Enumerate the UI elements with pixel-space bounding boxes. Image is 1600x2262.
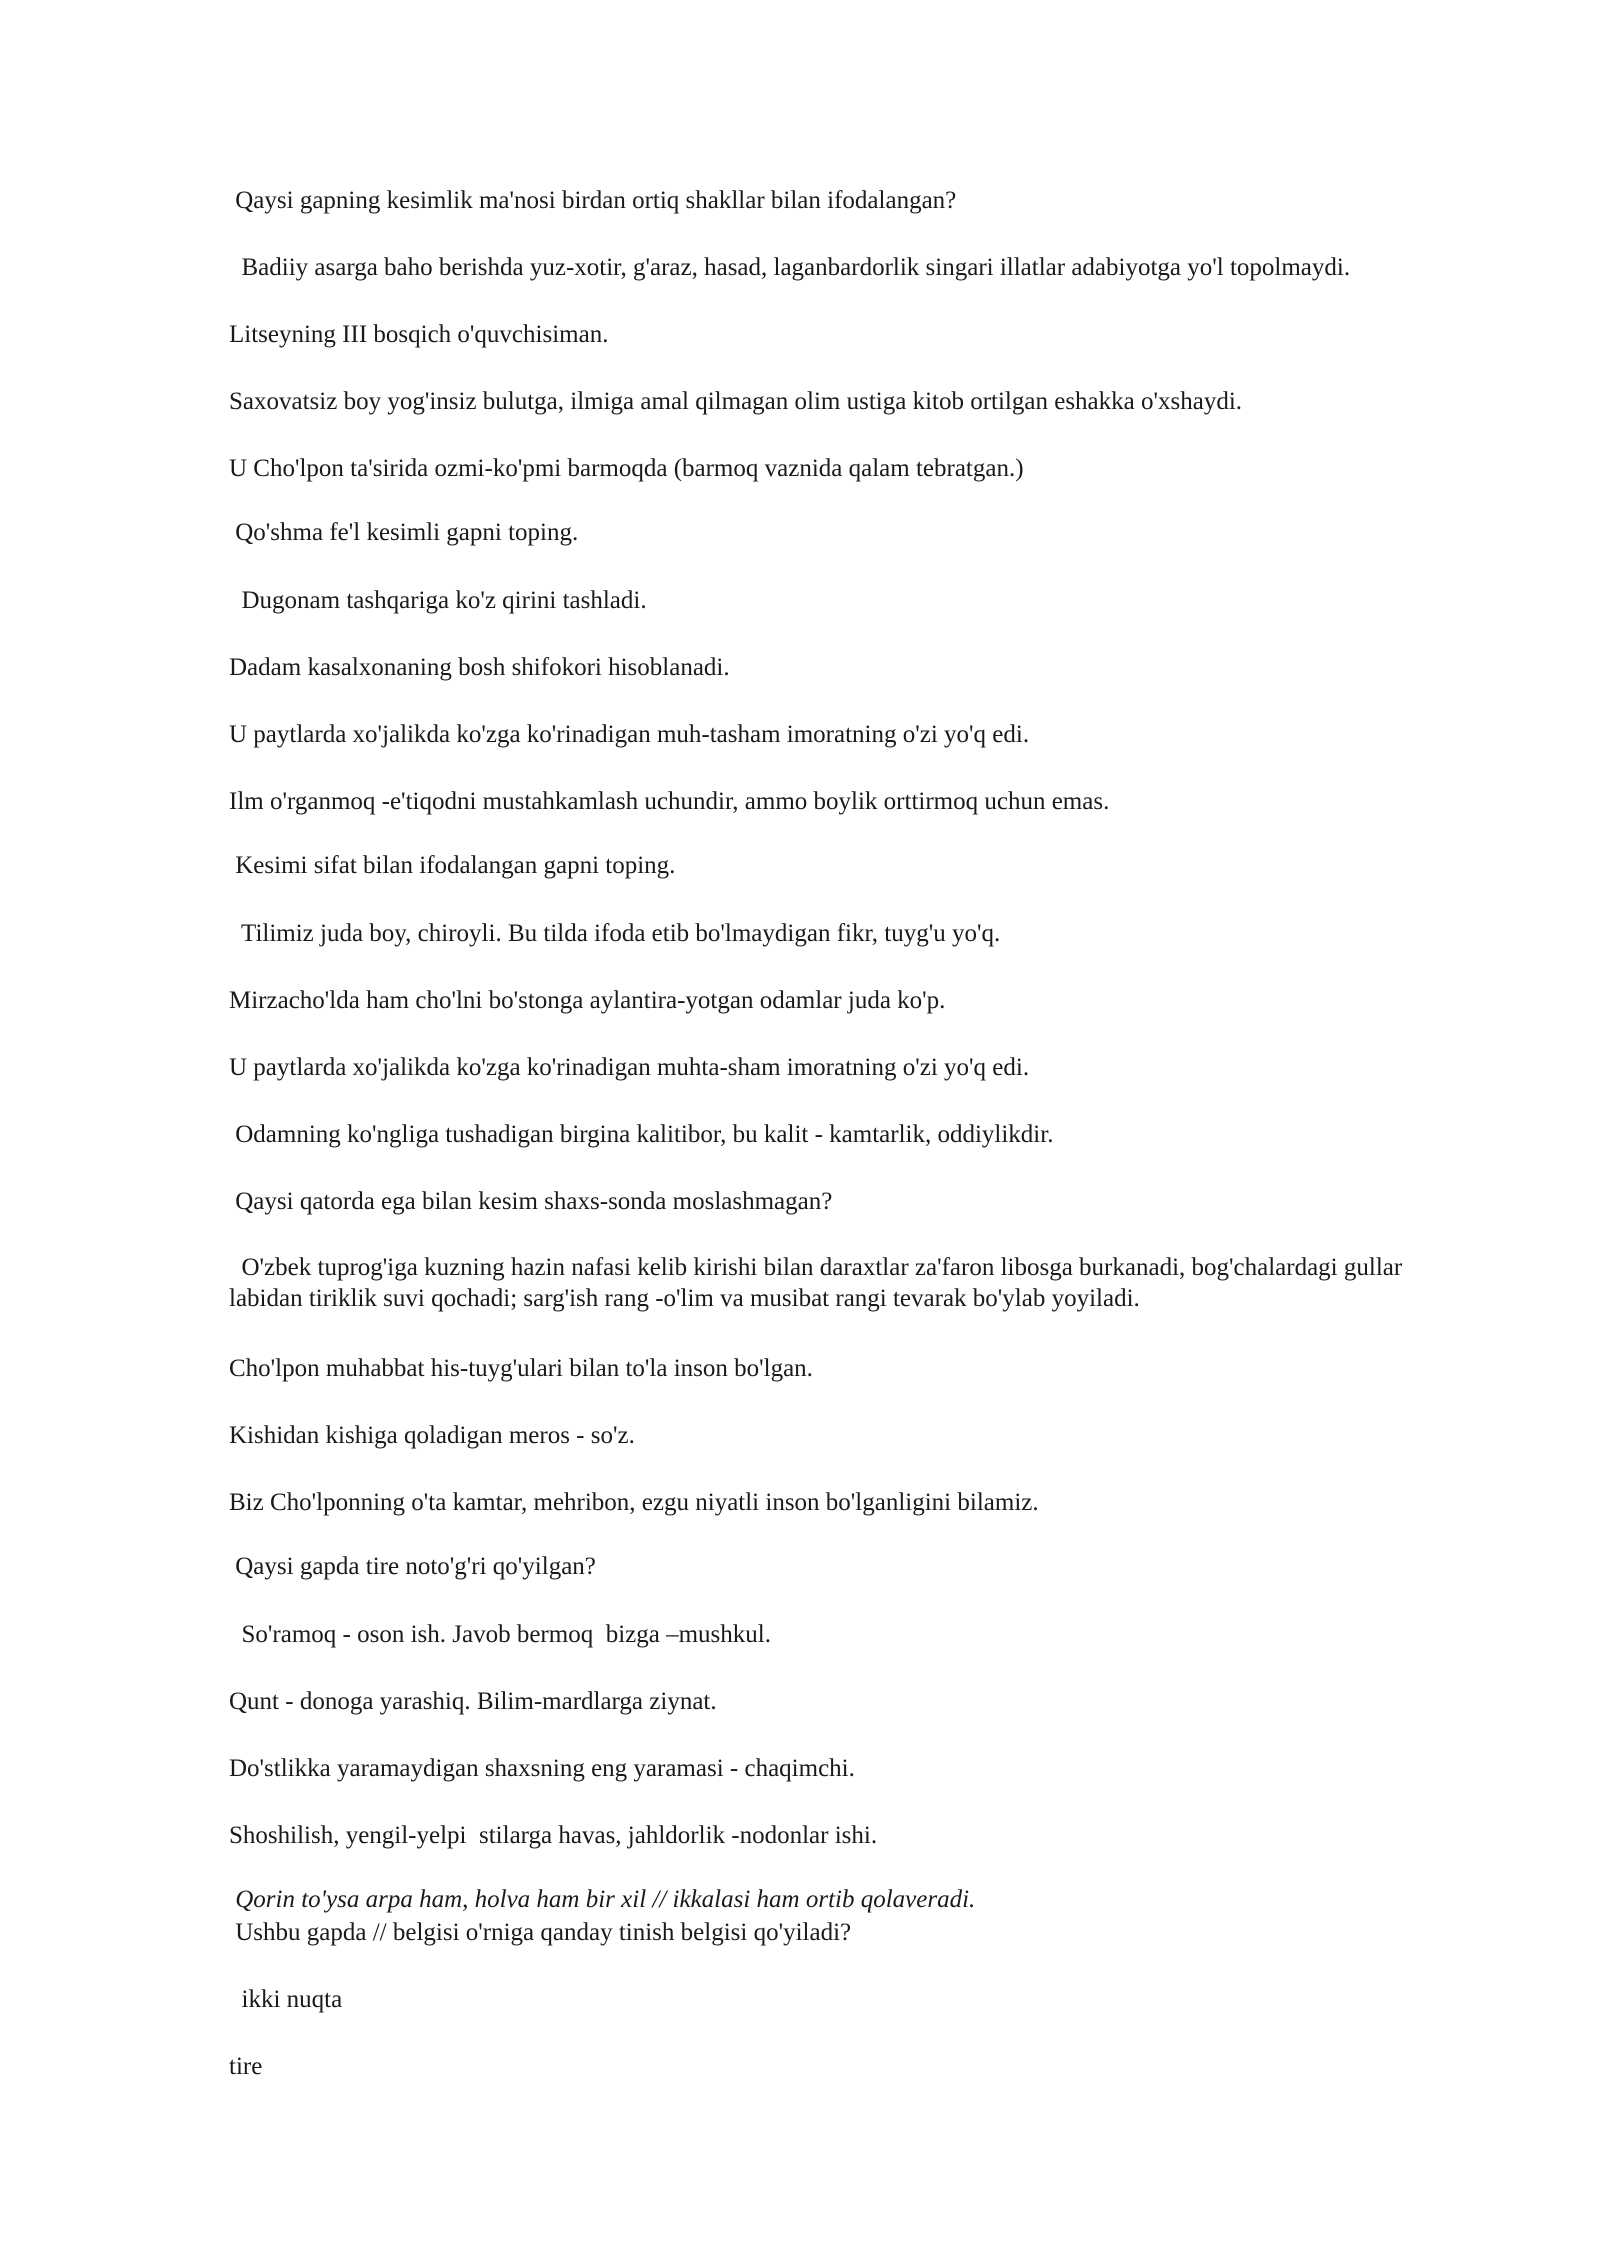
question-5: Qaysi gapda tire noto'g'ri qo'yilgan? [229,1553,596,1580]
question-5-option-c: Do'stlikka yaramaydigan shaxsning eng yaramasi - chaqimchi. [229,1755,855,1782]
question-3-option-a: Tilimiz juda boy, chiroyli. Bu tilda ifoda etib bo'lmaydigan fikr, tuyg'u yo'q. [229,920,1001,947]
question-5-option-a: So'ramoq - oson ish. Javob bermoq bizga –mushkul. [229,1621,771,1648]
question-6-example: Qorin to'ysa arpa ham, holva ham bir xil // ikkalasi ham ortib qolaveradi. [229,1886,976,1913]
question-6-option-b: tire [229,2053,263,2080]
question-4-option-b: Cho'lpon muhabbat his-tuyg'ulari bilan to'la inson bo'lgan. [229,1355,813,1382]
question-1-option-c: Saxovatsiz boy yog'insiz bulutga, ilmiga amal qilmagan olim ustiga kitob ortilgan eshakka o'xshaydi. [229,388,1243,415]
question-2-option-a: Dugonam tashqariga ko'z qirini tashladi. [229,587,647,614]
question-3-option-c: U paytlarda xo'jalikda ko'zga ko'rinadigan muhta-sham imoratning o'zi yo'q edi. [229,1054,1030,1081]
question-5-option-b: Qunt - donoga yarashiq. Bilim-mardlarga ziynat. [229,1688,717,1715]
question-3-option-d: Odamning ko'ngliga tushadigan birgina kalitibor, bu kalit - kamtarlik, oddiylikdir. [229,1121,1054,1148]
question-1-option-b: Litseyning III bosqich o'quvchisiman. [229,321,609,348]
question-1-option-d: U Cho'lpon ta'sirida ozmi-ko'pmi barmoqda (barmoq vaznida qalam tebratgan.) [229,455,1024,482]
question-2-option-d: Ilm o'rganmoq -e'tiqodni mustahkamlash uchundir, ammo boylik orttirmoq uchun emas. [229,788,1110,815]
question-1-option-a: Badiiy asarga baho berishda yuz-xotir, g'araz, hasad, laganbardorlik singari illatlar adabiyotga yo'l topolmaydi. [229,254,1351,281]
question-1: Qaysi gapning kesimlik ma'nosi birdan ortiq shakllar bilan ifodalangan? [229,187,957,214]
question-4-option-d: Biz Cho'lponning o'ta kamtar, mehribon, ezgu niyatli inson bo'lganligini bilamiz. [229,1489,1039,1516]
question-2-option-b: Dadam kasalxonaning bosh shifokori hisoblanadi. [229,654,730,681]
question-4: Qaysi qatorda ega bilan kesim shaxs-sonda moslashmagan? [229,1188,833,1215]
question-3-option-b: Mirzacho'lda ham cho'lni bo'stonga aylantira-yotgan odamlar juda ko'p. [229,987,946,1014]
question-2: Qo'shma fe'l kesimli gapni toping. [229,519,579,546]
question-6-option-a: ikki nuqta [229,1986,343,2013]
question-6: Ushbu gapda // belgisi o'rniga qanday tinish belgisi qo'yiladi? [229,1919,852,1946]
question-5-option-d: Shoshilish, yengil-yelpi stilarga havas, jahldorlik -nodonlar ishi. [229,1822,878,1849]
question-2-option-c: U paytlarda xo'jalikda ko'zga ko'rinadigan muh-tasham imoratning o'zi yo'q edi. [229,721,1030,748]
question-4-option-a: O'zbek tuprog'iga kuzning hazin nafasi kelib kirishi bilan daraxtlar za'faron libosga burkanadi, bog'chalardagi gullar labidan tiriklik suvi qochadi; sarg'ish rang -o'lim va musibat rangi tevarak bo'ylab yoyiladi. [229,1254,1409,1312]
question-4-option-c: Kishidan kishiga qoladigan meros - so'z. [229,1422,635,1449]
question-3: Kesimi sifat bilan ifodalangan gapni toping. [229,852,676,879]
